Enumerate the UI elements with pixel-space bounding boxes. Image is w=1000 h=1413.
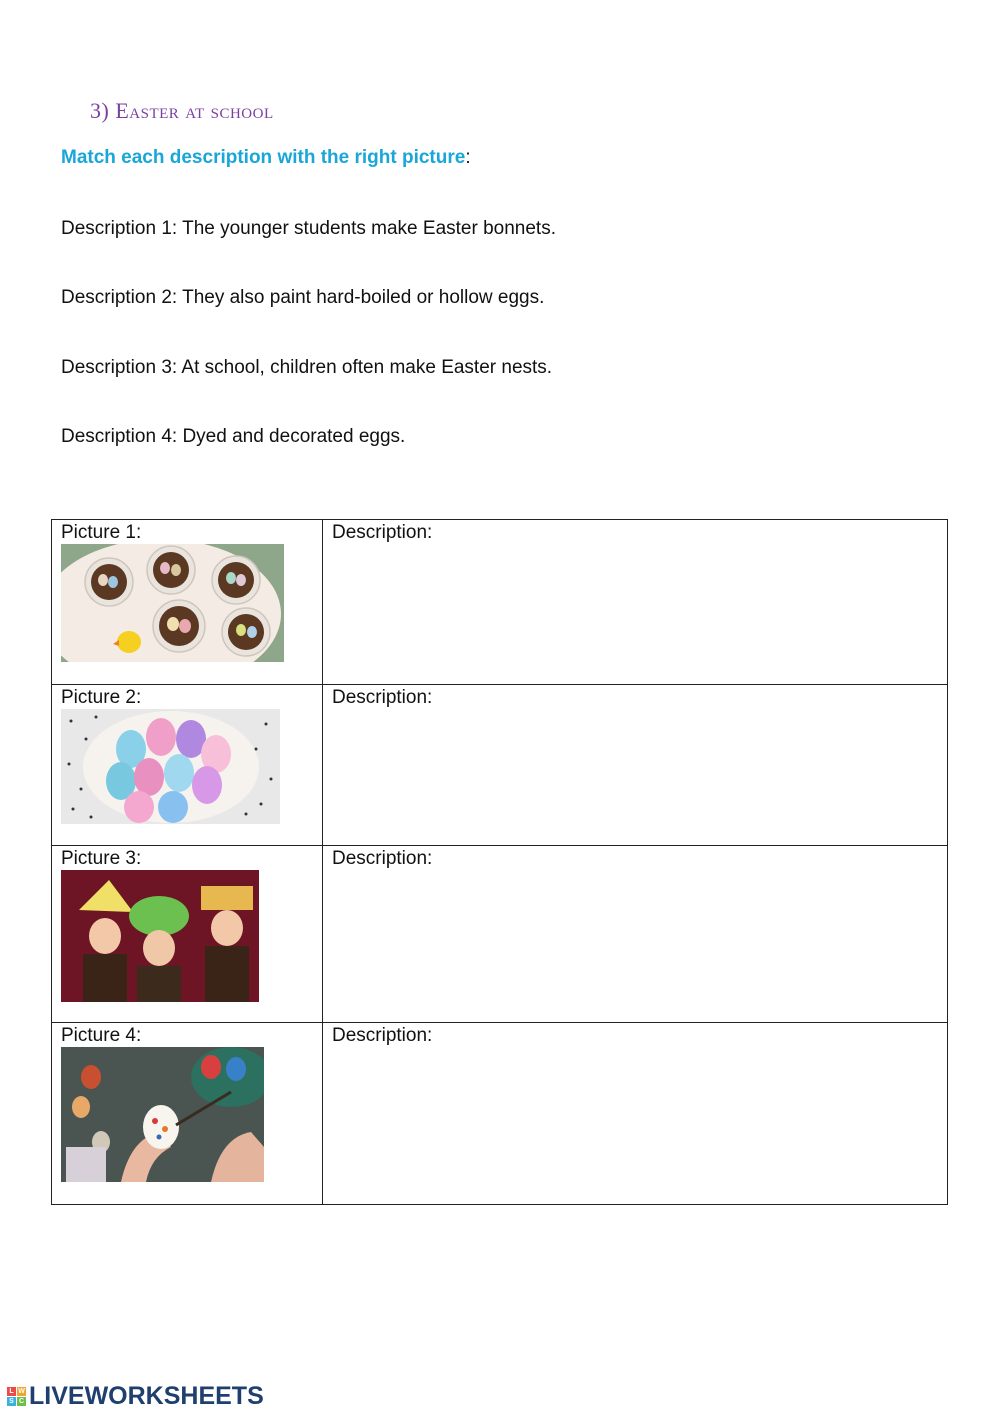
picture-label: Picture 3: — [61, 848, 142, 869]
logo-grid-icon: L W S C — [7, 1387, 26, 1406]
picture-cell — [52, 846, 323, 1023]
picture-label: Picture 2: — [61, 687, 142, 708]
table-row — [52, 520, 948, 685]
description-3: Description 3: At school, children often make Easter nests. — [61, 357, 553, 378]
table-row — [52, 1023, 948, 1205]
painting-eggs-image — [61, 1047, 264, 1182]
description-cell[interactable] — [323, 846, 948, 1023]
table-row — [52, 685, 948, 846]
description-cell[interactable] — [323, 520, 948, 685]
picture-cell — [52, 685, 323, 846]
description-1: Description 1: The younger students make Easter bonnets. — [61, 218, 556, 239]
picture-label: Picture 4: — [61, 1025, 142, 1046]
picture-cell — [52, 520, 323, 685]
table-row — [52, 846, 948, 1023]
description-label: Description: — [332, 1025, 433, 1046]
liveworksheets-logo[interactable] — [7, 1381, 264, 1411]
description-cell[interactable] — [323, 685, 948, 846]
description-4: Description 4: Dyed and decorated eggs. — [61, 426, 406, 447]
description-label: Description: — [332, 687, 433, 708]
instruction — [61, 147, 471, 169]
logo-text: LIVEWORKSHEETS — [29, 1381, 264, 1410]
description-2: Description 2: They also paint hard-boiled or hollow eggs. — [61, 287, 545, 308]
section-heading: 3) Easter at school — [90, 98, 274, 123]
description-cell[interactable] — [323, 1023, 948, 1205]
description-label: Description: — [332, 848, 433, 869]
instruction-suffix: : — [465, 147, 471, 168]
dyed-eggs-image — [61, 709, 280, 824]
instruction-highlight: Match each description with the right picture — [61, 147, 466, 168]
easter-nests-image — [61, 544, 284, 662]
matching-table — [51, 519, 948, 1205]
easter-bonnets-image — [61, 870, 259, 1002]
description-label: Description: — [332, 522, 433, 543]
picture-label: Picture 1: — [61, 522, 142, 543]
picture-cell — [52, 1023, 323, 1205]
